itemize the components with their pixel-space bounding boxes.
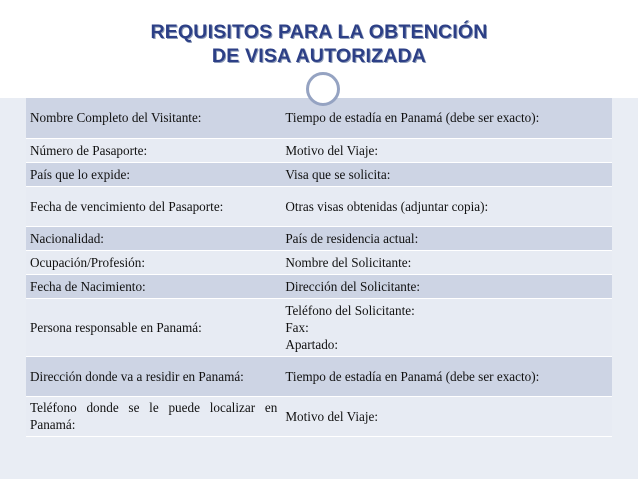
table-row [26, 250, 612, 274]
field-label: País de residencia actual: [281, 226, 612, 250]
page-title [0, 20, 638, 68]
table-row [26, 138, 612, 162]
field-label: País que lo expide: [26, 162, 281, 186]
field-label: Ocupación/Profesión: [26, 250, 281, 274]
field-label: Nombre Completo del Visitante: [26, 98, 281, 138]
table-row [26, 274, 612, 298]
title-line-1: REQUISITOS PARA LA OBTENCIÓN [150, 21, 488, 43]
field-label: Motivo del Viaje: [281, 138, 612, 162]
table-row [26, 396, 612, 436]
field-label: Apartado: [285, 336, 339, 352]
field-label: Fecha de Nacimiento: [26, 274, 281, 298]
field-label: Dirección del Solicitante: [281, 274, 612, 298]
field-label: Fax: [285, 319, 309, 335]
field-label: Tiempo de estadía en Panamá (debe ser exacto): [281, 98, 612, 138]
field-label: Nombre del Solicitante: [281, 250, 612, 274]
table-row [26, 162, 612, 186]
table-row [26, 226, 612, 250]
requirements-panel [0, 98, 638, 479]
requirements-table [26, 98, 612, 437]
table-row [26, 298, 612, 356]
table-row [26, 186, 612, 226]
field-label: Teléfono del Solicitante: [285, 302, 415, 318]
field-label: Tiempo de estadía en Panamá (debe ser exacto): [281, 356, 612, 396]
field-label-group [281, 298, 612, 356]
field-label: Número de Pasaporte: [26, 138, 281, 162]
title-line-2: DE VISA AUTORIZADA [211, 45, 427, 67]
table-row [26, 356, 612, 396]
field-label: Persona responsable en Panamá: [26, 298, 281, 356]
field-label: Otras visas obtenidas (adjuntar copia): [281, 186, 612, 226]
field-label: Teléfono donde se le puede localizar en Panamá: [26, 396, 281, 436]
field-label: Dirección donde va a residir en Panamá: [26, 356, 281, 396]
field-label: Fecha de vencimiento del Pasaporte: [26, 186, 281, 226]
field-label: Visa que se solicita: [281, 162, 612, 186]
field-label: Nacionalidad: [26, 226, 281, 250]
decorative-circle-icon [306, 72, 340, 106]
field-label: Motivo del Viaje: [281, 396, 612, 436]
